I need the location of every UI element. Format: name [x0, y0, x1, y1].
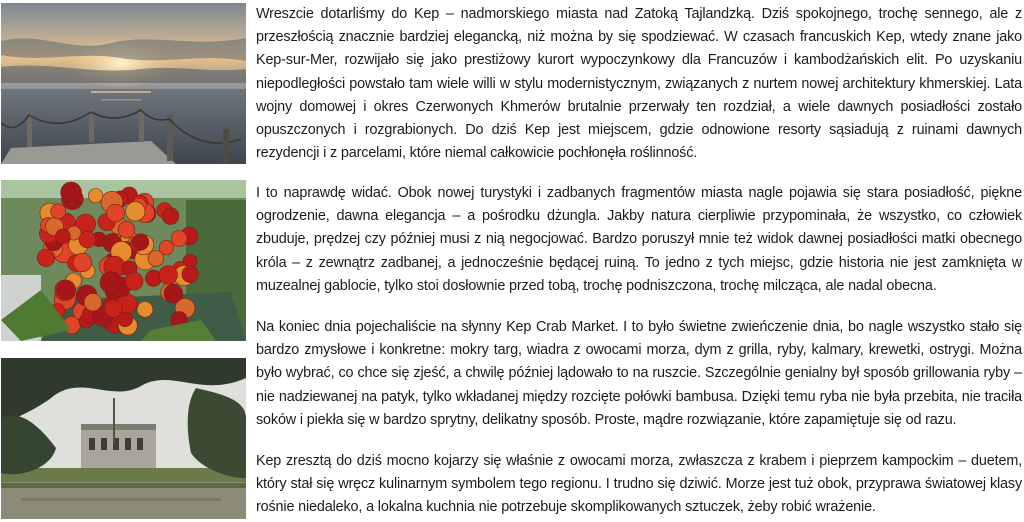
article-paragraph-1: Wreszcie dotarliśmy do Kep – nadmorskiego miasta nad Zatoką Tajlandzką. Dziś spokojnego, trochę sennego, ale z przeszłością znacznie bardziej elegancką, niż można by się spodziewać. W czasach francuskich Kep, wtedy znane jako Kep-sur-Mer, rozwijało się jako prestiżowy kurort wypoczynkowy dla Francuzów i kambodżańskich elit. Po uzyskaniu niepodległości powstało tam wiele willi w stylu modernistycznym, związanych z nurtem nowej architektury khmerskiej. Lata wojny domowej i okres Czerwonych Khmerów brutalnie przerwały ten rozdział, a wiele dawnych posiadłości zostało opuszczonych i rozgrabionych. Do dziś Kep jest miejscem, gdzie odnowione resorty sąsiadują z ruinami dawnych rezydencji i z parcelami, które niemal całkowicie pochłonęła roślinność. [256, 6, 1022, 162]
old-villa-garden-image [1, 358, 246, 519]
sunset-sea-pier-photo [1, 3, 246, 164]
rambutan-fruit-basket-photo [1, 180, 246, 341]
article-paragraph-2: I to naprawdę widać. Obok nowej turystyki i zadbanych fragmentów miasta nagle pojawia się stara posiadłość, piękne ogrodzenie, dawna elegancja – a pośrodku dżungla. Jakby natura cierpliwie przypominała, że wszystko, co człowiek zbuduje, prędzej czy później musi z nią negocjować. Bardzo poruszył mnie też widok dawnej posiadłości matki obecnego króla – z zewnątrz zadbanej, a jednocześnie będącej ruiną. To jedno z tych miejsc, gdzie historia nie jest zamknięta w muzealnej gablocie, tylko stoi dosłownie przed tobą, trochę podniszczona, trochę milcząca, ale nadal obecna. [256, 185, 1022, 294]
sunset-sea-pier-image [1, 3, 246, 164]
old-villa-garden-photo [1, 358, 246, 519]
photo-column [0, 0, 246, 522]
rambutan-fruit-basket-image [1, 180, 246, 341]
article-paragraph-4: Kep zresztą do dziś mocno kojarzy się właśnie z owocami morza, zwłaszcza z krabem i pieprzem kampockim – duetem, który stał się wręcz kulinarnym symbolem tego regionu. I trudno się dziwić. Morze jest tuż obok, przyprawa światowej klasy rośnie niedaleko, a lokalna kuchnia nie potrzebuje skomplikowanych sztuczek, żeby robić wrażenie. [256, 453, 1022, 516]
article-paragraph-3: Na koniec dnia pojechaliście na słynny Kep Crab Market. I to było świetne zwieńczenie dnia, bo nagle wszystko stało się bardzo zmysłowe i konkretne: mokry targ, wiadra z owocami morza, dym z grilla, ryby, kalmary, krewetki, ostrygi. Można było wybrać, co chce się zjeść, a chwilę później lądowało to na ruszcie. Szczególnie genialny był sposób grillowania ryby – nie nadziewanej na patyk, tylko wkładanej między rozcięte połówki bambusa. Dzięki temu ryba nie była przebita, nie traciła soków i piekła się w bardzo sprytny, delikatny sposób. Proste, mądre rozwiązanie, które zapamiętuje się od razu. [256, 319, 1022, 428]
